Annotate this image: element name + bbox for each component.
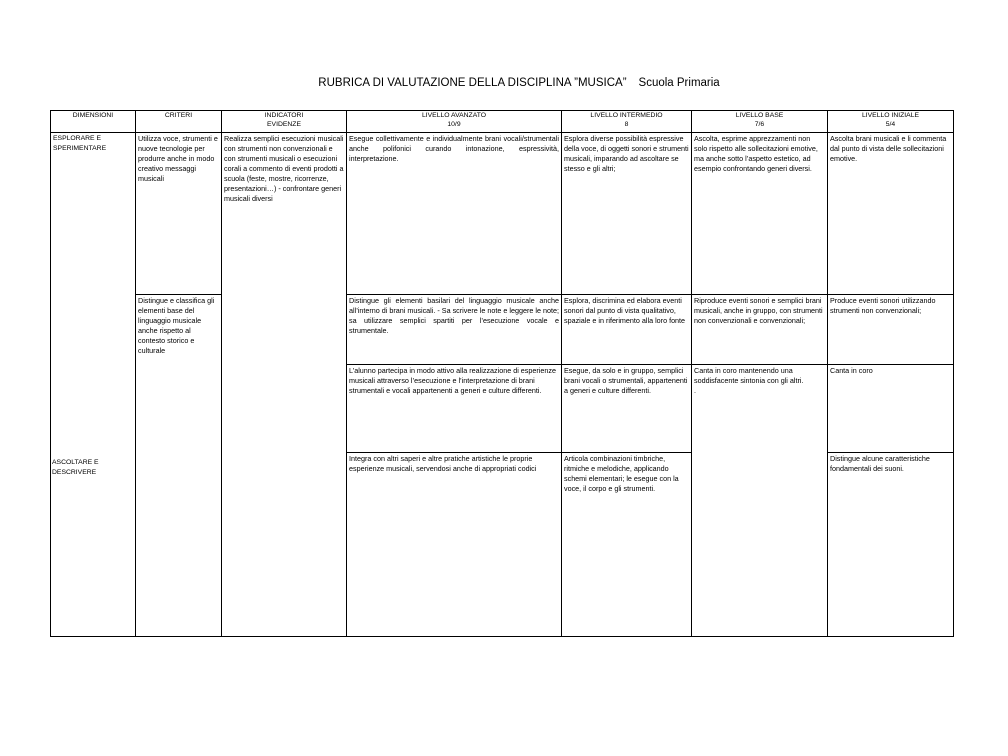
criterio-1-cell: Utilizza voce, strumenti e nuove tecnologie per produrre anche in modo creativo messaggi musicali xyxy=(136,133,222,295)
page-title xyxy=(0,77,1008,89)
base-cell: Canta in coro mantenendo una soddisfacente sintonia con gli altri. . xyxy=(692,365,828,637)
base-cell: Ascolta, esprime apprezzamenti non solo rispetto alle sollecitazioni emotive, ma anche sotto l’aspetto estetico, ad esempio confrontando generi diversi. xyxy=(692,133,828,295)
table-row xyxy=(51,295,954,365)
intermedio-cell: Esegue, da solo e in gruppo, semplici brani vocali o strumentali, appartenenti a generi e culture differenti. xyxy=(562,365,692,453)
iniziale-cell: Produce eventi sonori utilizzando strumenti non convenzionali; xyxy=(828,295,954,365)
base-cell: Riproduce eventi sonori e semplici brani musicali, anche in gruppo, con strumenti non convenzionali e convenzionali; xyxy=(692,295,828,365)
avanzato-cell: Esegue collettivamente e individualmente brani vocali/strumentali anche polifonici curando intonazione, espressività, interpretazione. xyxy=(347,133,562,295)
intermedio-cell: Esplora, discrimina ed elabora eventi sonori dal punto di vista qualitativo, spaziale e in riferimento alla loro fonte xyxy=(562,295,692,365)
header-indicatori: INDICATORI EVIDENZE xyxy=(222,111,347,133)
avanzato-cell: L’alunno partecipa in modo attivo alla realizzazione di esperienze musicali attraverso l’esecuzione e l’interpretazione di brani strumentali e vocali appartenenti a generi e culture differenti. xyxy=(347,365,562,453)
avanzato-cell: Integra con altri saperi e altre pratiche artistiche le proprie esperienze musicali, servendosi anche di appropriati codici xyxy=(347,453,562,637)
criterio-2-cell: Distingue e classifica gli elementi base del linguaggio musicale anche rispetto al contesto storico e culturale xyxy=(136,295,222,637)
dimension-cell: ESPLORARE E SPERIMENTARE xyxy=(51,133,136,637)
header-dimensioni: DIMENSIONI xyxy=(51,111,136,133)
header-livello-intermedio: LIVELLO INTERMEDIO 8 xyxy=(562,111,692,133)
avanzato-cell: Distingue gli elementi basilari del linguaggio musicale anche all’interno di brani musicali. - Sa scrivere le note e leggere le note; sa utilizzare semplici spartiti per l’esecuzione vocale e strumentale. xyxy=(347,295,562,365)
header-criteri: CRITERI xyxy=(136,111,222,133)
intermedio-cell: Articola combinazioni timbriche, ritmiche e melodiche, applicando schemi elementari; le esegue con la voce, il corpo e gli strumenti. xyxy=(562,453,692,637)
header-livello-iniziale: LIVELLO INIZIALE 5/4 xyxy=(828,111,954,133)
indicatori-cell: Realizza semplici esecuzioni musicali con strumenti non convenzionali e con strumenti musicali o esecuzioni corali a commento di eventi prodotti a scuola (feste, mostre, ricorrenze, presentazioni…) - confrontare generi musicali diversi xyxy=(222,133,347,637)
table-row xyxy=(51,133,954,295)
iniziale-cell: Distingue alcune caratteristiche fondamentali dei suoni. xyxy=(828,453,954,637)
iniziale-cell: Canta in coro xyxy=(828,365,954,453)
rubric-table xyxy=(50,110,954,637)
intermedio-cell: Esplora diverse possibilità espressive della voce, di oggetti sonori e strumenti musicali, imparando ad ascoltare se stesso e gli altri; xyxy=(562,133,692,295)
header-livello-base: LIVELLO BASE 7/6 xyxy=(692,111,828,133)
dimension-ascoltare: ASCOLTARE E DESCRIVERE xyxy=(52,459,99,476)
dimension-esplorare: ESPLORARE E xyxy=(53,135,101,142)
header-livello-avanzato: LIVELLO AVANZATO 10/9 xyxy=(347,111,562,133)
header-row xyxy=(51,111,954,133)
title-school: Scuola Primaria xyxy=(638,77,720,89)
iniziale-cell: Ascolta brani musicali e li commenta dal punto di vista delle sollecitazioni emotive. xyxy=(828,133,954,295)
title-main: RUBRICA DI VALUTAZIONE DELLA DISCIPLINA ”MUSICA” xyxy=(318,77,627,89)
